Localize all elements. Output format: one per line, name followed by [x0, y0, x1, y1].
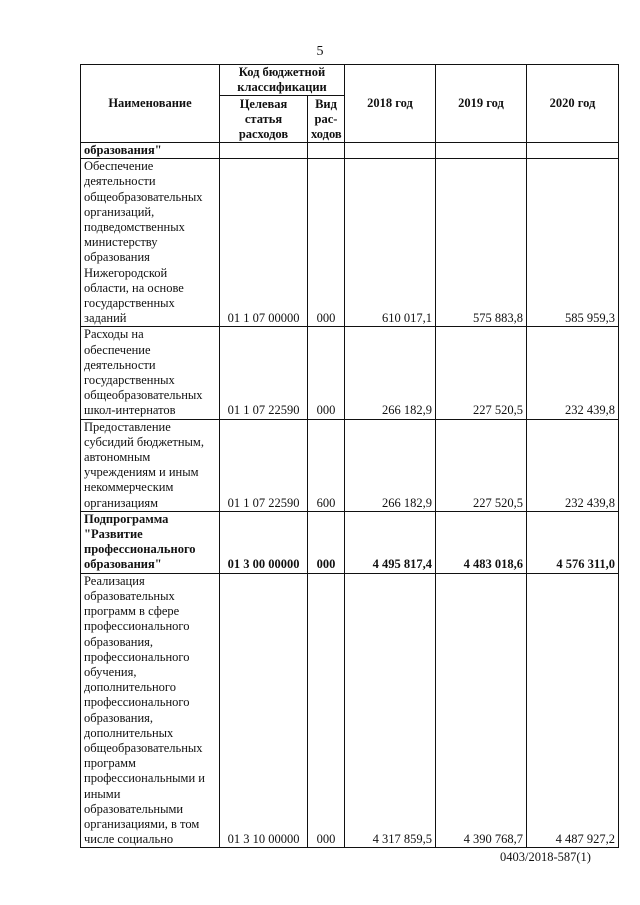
row-target-article [220, 143, 308, 159]
table-row [81, 327, 619, 419]
table-row [81, 511, 619, 573]
row-value-2018: 4 317 859,5 [345, 573, 436, 848]
row-name: Реализация образовательных программ в сфере профессионального образования, профессионального обучения, дополнительного профессионального образования, дополнительных общеобразовательных программ профессиональными и иными образовательными организациями, в том числе социально [81, 573, 220, 848]
row-value-2018 [345, 143, 436, 159]
page-number: 5 [316, 44, 324, 59]
header-expense-kind: Вид рас-ходов [308, 96, 345, 143]
row-value-2019: 4 483 018,6 [436, 511, 527, 573]
row-value-2018: 266 182,9 [345, 327, 436, 419]
row-name: Обеспечение деятельности общеобразовательных организаций, подведомственных министерству образования Нижегородской области, на основе государственных заданий [81, 159, 220, 327]
row-expense-kind: 000 [308, 327, 345, 419]
row-name: Расходы на обеспечение деятельности государственных общеобразовательных школ-интернатов [81, 327, 220, 419]
row-target-article: 01 3 00 00000 [220, 511, 308, 573]
row-value-2020: 4 487 927,2 [527, 573, 619, 848]
header-name: Наименование [81, 65, 220, 143]
header-target-article: Целевая статья расходов [220, 96, 308, 143]
document-reference: 0403/2018-587(1) [500, 850, 591, 864]
table-row [81, 419, 619, 511]
row-value-2019: 4 390 768,7 [436, 573, 527, 848]
row-value-2020: 232 439,8 [527, 327, 619, 419]
table-row [81, 143, 619, 159]
row-expense-kind: 000 [308, 511, 345, 573]
header-budget-code: Код бюджетной классификации [220, 65, 345, 96]
row-expense-kind: 000 [308, 573, 345, 848]
row-value-2020 [527, 143, 619, 159]
row-value-2020: 585 959,3 [527, 159, 619, 327]
row-value-2019: 575 883,8 [436, 159, 527, 327]
row-target-article: 01 1 07 22590 [220, 327, 308, 419]
header-2020: 2020 год [527, 65, 619, 143]
row-name: образования" [81, 143, 220, 159]
row-name: Предоставление субсидий бюджетным, автономным учреждениям и иным некоммерческим организациям [81, 419, 220, 511]
row-value-2019: 227 520,5 [436, 327, 527, 419]
budget-table [80, 64, 619, 848]
header-2019: 2019 год [436, 65, 527, 143]
row-value-2018: 4 495 817,4 [345, 511, 436, 573]
table-row [81, 573, 619, 848]
row-name: Подпрограмма "Развитие профессионального образования" [81, 511, 220, 573]
row-value-2019 [436, 143, 527, 159]
row-value-2018: 610 017,1 [345, 159, 436, 327]
row-target-article: 01 1 07 22590 [220, 419, 308, 511]
table-row [81, 159, 619, 327]
row-value-2018: 266 182,9 [345, 419, 436, 511]
table-body [81, 143, 619, 848]
row-target-article: 01 3 10 00000 [220, 573, 308, 848]
row-value-2019: 227 520,5 [436, 419, 527, 511]
row-value-2020: 4 576 311,0 [527, 511, 619, 573]
row-target-article: 01 1 07 00000 [220, 159, 308, 327]
row-expense-kind [308, 143, 345, 159]
row-expense-kind: 000 [308, 159, 345, 327]
row-value-2020: 232 439,8 [527, 419, 619, 511]
row-expense-kind: 600 [308, 419, 345, 511]
header-2018: 2018 год [345, 65, 436, 143]
